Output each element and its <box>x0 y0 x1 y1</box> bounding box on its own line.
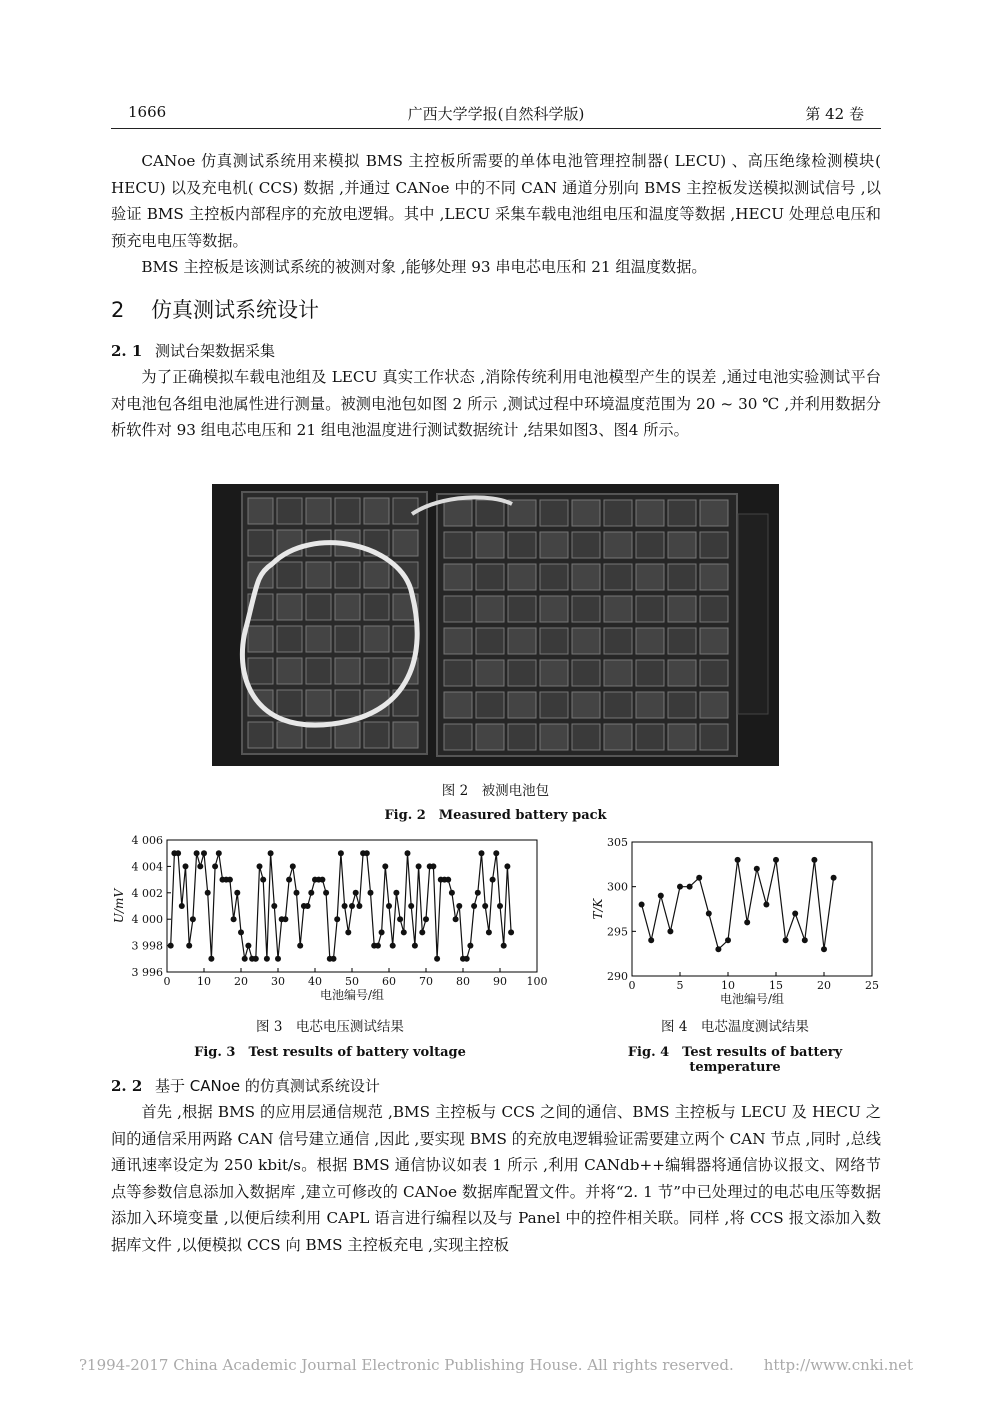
data-point <box>639 902 645 908</box>
battery-cell <box>700 660 728 686</box>
fig3-caption-en: Fig. 3 Test results of battery voltage <box>194 1045 466 1060</box>
data-point <box>257 863 263 869</box>
data-point <box>482 903 488 909</box>
data-point <box>331 956 337 962</box>
battery-cell <box>572 500 600 526</box>
data-point <box>464 956 470 962</box>
battery-cell <box>636 660 664 686</box>
battery-cell <box>364 498 389 524</box>
battery-cell <box>364 594 389 620</box>
battery-cell <box>277 562 302 588</box>
data-point <box>212 863 218 869</box>
battery-cell <box>335 690 360 716</box>
data-point <box>811 857 817 863</box>
fig2-caption-cn: 图 2 被测电池包 <box>441 783 550 799</box>
battery-cell <box>572 596 600 622</box>
data-point <box>349 903 355 909</box>
volume-label: 第 42 卷 <box>805 105 864 123</box>
data-point <box>667 928 673 934</box>
data-point <box>342 903 348 909</box>
section-number: 2 <box>111 298 125 322</box>
data-point <box>282 916 288 922</box>
data-point <box>393 890 399 896</box>
battery-cell <box>476 724 504 750</box>
battery-cell <box>668 724 696 750</box>
y-tick-label: 4 006 <box>131 834 163 847</box>
subsection-number: 2. 1 <box>111 342 143 360</box>
data-point <box>260 877 266 883</box>
y-tick-label: 300 <box>607 880 628 894</box>
x-tick-label: 20 <box>817 979 831 992</box>
fig3-caption-cn: 图 3 电芯电压测试结果 <box>256 1019 404 1035</box>
data-point <box>696 875 702 881</box>
battery-cell <box>444 628 472 654</box>
data-point <box>242 956 248 962</box>
battery-cell <box>277 690 302 716</box>
battery-cell <box>444 692 472 718</box>
y-tick-label: 4 002 <box>131 886 163 900</box>
section-heading-2 <box>111 294 319 324</box>
battery-cell <box>248 722 273 748</box>
battery-cell <box>508 596 536 622</box>
battery-cell <box>248 658 273 684</box>
data-point <box>744 919 750 925</box>
data-point <box>353 890 359 896</box>
data-point <box>687 884 693 890</box>
y-tick-label: 305 <box>607 836 628 849</box>
battery-cell <box>335 658 360 684</box>
data-point <box>754 866 760 872</box>
data-point <box>497 903 503 909</box>
battery-cell <box>604 596 632 622</box>
data-point <box>501 943 507 949</box>
data-point <box>382 863 388 869</box>
data-point <box>356 903 362 909</box>
battery-cell <box>604 500 632 526</box>
data-point <box>493 850 499 856</box>
battery-cell <box>306 690 331 716</box>
data-point <box>175 850 181 856</box>
x-axis-label: 电池编号/组 <box>319 988 385 1002</box>
data-point <box>467 943 473 949</box>
data-point <box>504 863 510 869</box>
x-tick-label: 70 <box>419 975 433 988</box>
data-point <box>486 929 492 935</box>
battery-cell <box>248 530 273 556</box>
temperature-chart <box>590 830 885 1010</box>
data-point <box>725 937 731 943</box>
data-point <box>268 850 274 856</box>
data-point <box>264 956 270 962</box>
battery-cell <box>604 628 632 654</box>
data-point <box>186 943 192 949</box>
battery-cell <box>444 660 472 686</box>
battery-cell <box>306 498 331 524</box>
data-point <box>168 943 174 949</box>
battery-cell <box>306 594 331 620</box>
battery-cell <box>306 562 331 588</box>
data-point <box>345 929 351 935</box>
battery-cell <box>508 692 536 718</box>
x-axis-label: 电池编号/组 <box>719 992 785 1006</box>
battery-cell <box>636 628 664 654</box>
battery-cell <box>636 564 664 590</box>
x-tick-label: 10 <box>721 979 735 992</box>
data-point <box>390 943 396 949</box>
battery-cell <box>335 562 360 588</box>
subsection-title: 测试台架数据采集 <box>155 342 276 360</box>
data-point <box>286 877 292 883</box>
battery-cell <box>540 564 568 590</box>
x-tick-label: 5 <box>676 979 684 992</box>
data-point <box>802 937 808 943</box>
battery-cell <box>306 658 331 684</box>
x-tick-label: 30 <box>271 975 285 988</box>
battery-cell <box>476 500 504 526</box>
battery-cell <box>393 530 418 556</box>
battery-cell <box>636 596 664 622</box>
y-tick-label: 3 996 <box>131 966 163 979</box>
battery-cell <box>364 626 389 652</box>
battery-cell <box>248 498 273 524</box>
battery-cell <box>700 564 728 590</box>
data-point <box>456 903 462 909</box>
battery-cell <box>540 596 568 622</box>
data-point <box>375 943 381 949</box>
data-point <box>445 877 451 883</box>
section-title: 仿真测试系统设计 <box>151 298 319 322</box>
x-tick-label: 40 <box>308 975 322 988</box>
battery-cell <box>508 564 536 590</box>
battery-cell <box>540 500 568 526</box>
battery-cell <box>444 724 472 750</box>
data-point <box>208 956 214 962</box>
y-axis-label: U/mV <box>112 888 126 924</box>
battery-cell <box>364 722 389 748</box>
battery-cell <box>572 724 600 750</box>
data-point <box>416 863 422 869</box>
data-point <box>735 857 741 863</box>
battery-cell <box>668 500 696 526</box>
x-tick-label: 50 <box>345 975 359 988</box>
battery-cell <box>668 692 696 718</box>
battery-cell <box>444 596 472 622</box>
battery-cell <box>476 628 504 654</box>
data-point <box>290 863 296 869</box>
battery-cell <box>604 564 632 590</box>
battery-cell <box>335 594 360 620</box>
data-point <box>319 877 325 883</box>
paragraph-test-bench: 为了正确模拟车载电池组及 LECU 真实工作状态 ,消除传统利用电池模型产生的误差 ,通过电池实验测试平台对电池包各组电池属性进行测量。被测电池包如图 2 所示 ,测试过程中环境温度范围为 20 ~ 30 ℃ ,并利用数据分析软件对 93 组电芯电压和 21 组电池温度进行测试数据统计 ,结果如图3、图4 所示。 <box>111 368 881 439</box>
battery-cell <box>572 532 600 558</box>
data-point <box>783 937 789 943</box>
copyright-footer: ?1994-2017 China Academic Journal Electronic Publishing House. All rights reserved. http://www.cnki.net <box>78 1356 914 1374</box>
battery-cell <box>572 660 600 686</box>
data-point <box>305 903 311 909</box>
data-point <box>297 943 303 949</box>
battery-cell <box>444 564 472 590</box>
data-point <box>275 956 281 962</box>
battery-cell <box>364 562 389 588</box>
data-point <box>179 903 185 909</box>
y-tick-label: 3 998 <box>131 939 163 953</box>
data-point <box>231 916 237 922</box>
data-point <box>397 916 403 922</box>
y-tick-label: 295 <box>607 925 628 939</box>
x-tick-label: 90 <box>493 975 507 988</box>
x-tick-label: 20 <box>234 975 248 988</box>
header-rule <box>111 128 881 129</box>
data-point <box>227 877 233 883</box>
data-point <box>471 903 477 909</box>
battery-cell <box>636 500 664 526</box>
battery-cell <box>668 532 696 558</box>
data-point <box>253 956 259 962</box>
y-axis-label: T/K <box>591 898 605 920</box>
battery-cell <box>700 628 728 654</box>
battery-cell <box>700 692 728 718</box>
data-point <box>379 929 385 935</box>
subsection-heading-2-1 <box>111 340 275 361</box>
y-tick-label: 4 004 <box>131 860 163 874</box>
battery-cell <box>700 532 728 558</box>
data-point <box>821 946 827 952</box>
data-point <box>386 903 392 909</box>
fig4-caption-en: Fig. 4 Test results of battery temperature <box>627 1045 843 1075</box>
battery-cell <box>668 564 696 590</box>
data-point <box>323 890 329 896</box>
battery-cell <box>636 724 664 750</box>
battery-cell <box>636 532 664 558</box>
data-point <box>706 910 712 916</box>
battery-cell <box>306 626 331 652</box>
x-tick-label: 80 <box>456 975 470 988</box>
data-point <box>234 890 240 896</box>
data-point <box>449 890 455 896</box>
battery-cell <box>540 692 568 718</box>
data-point <box>201 850 207 856</box>
data-point <box>205 890 211 896</box>
data-point <box>792 910 798 916</box>
battery-cell <box>604 532 632 558</box>
battery-cell <box>393 722 418 748</box>
data-point <box>677 884 683 890</box>
battery-cell <box>540 660 568 686</box>
battery-pack-illustration <box>212 484 779 766</box>
paragraph-canoe-intro: CANoe 仿真测试系统用来模拟 BMS 主控板所需要的单体电池管理控制器( LECU) 、高压绝缘检测模块( HECU) 以及充电机( CCS) 数据 ,并通过 CANoe 中的不同 CAN 通道分别向 BMS 主控板发送模拟测试信号 ,以验证 BMS 主控板内部程序的充放电逻辑。其中 ,LECU 采集车载电池组电压和温度等数据 ,HECU 处理总电压和预充电电压等数据。 <box>111 152 881 250</box>
battery-cell <box>604 692 632 718</box>
battery-cell <box>364 658 389 684</box>
battery-cell <box>700 596 728 622</box>
x-tick-label: 25 <box>865 979 879 992</box>
page-number: 1666 <box>128 103 167 121</box>
data-point <box>773 857 779 863</box>
fig2-caption-en: Fig. 2 Measured battery pack <box>384 808 607 823</box>
battery-cell <box>572 628 600 654</box>
battery-cell <box>335 498 360 524</box>
y-tick-label: 4 000 <box>131 913 163 927</box>
battery-cell <box>604 724 632 750</box>
battery-cell <box>508 660 536 686</box>
data-point <box>405 850 411 856</box>
battery-cell <box>636 692 664 718</box>
battery-cell <box>508 532 536 558</box>
plot-frame <box>632 842 872 976</box>
data-point <box>715 946 721 952</box>
data-point <box>490 877 496 883</box>
battery-cell <box>277 498 302 524</box>
data-point <box>245 943 251 949</box>
data-point <box>194 850 200 856</box>
data-point <box>401 929 407 935</box>
subsection-number: 2. 2 <box>111 1077 143 1095</box>
data-point <box>412 943 418 949</box>
x-tick-label: 0 <box>628 979 636 992</box>
data-point <box>408 903 414 909</box>
data-point <box>308 890 314 896</box>
battery-cell <box>277 594 302 620</box>
paragraph-bms-target: BMS 主控板是该测试系统的被测对象 ,能够处理 93 串电芯电压和 21 组温度数据。 <box>141 258 707 276</box>
data-point <box>294 890 300 896</box>
data-point <box>197 863 203 869</box>
data-point <box>216 850 222 856</box>
data-point <box>364 850 370 856</box>
battery-cell <box>277 658 302 684</box>
subsection-heading-2-2 <box>111 1075 380 1096</box>
battery-pack-photo <box>212 484 779 766</box>
battery-cell <box>668 628 696 654</box>
data-point <box>183 863 189 869</box>
data-point <box>763 902 769 908</box>
data-point <box>190 916 196 922</box>
battery-cell <box>476 532 504 558</box>
data-point <box>338 850 344 856</box>
data-point <box>658 893 664 899</box>
x-tick-label: 100 <box>526 975 548 988</box>
data-point <box>648 937 654 943</box>
data-point <box>423 916 429 922</box>
battery-cell <box>668 596 696 622</box>
data-point <box>238 929 244 935</box>
battery-cell <box>476 564 504 590</box>
battery-cell <box>508 628 536 654</box>
battery-cell <box>476 596 504 622</box>
voltage-chart <box>110 830 550 1010</box>
data-point <box>368 890 374 896</box>
battery-cell <box>668 660 696 686</box>
paragraph-canoe-design: 首先 ,根据 BMS 的应用层通信规范 ,BMS 主控板与 CCS 之间的通信、BMS 主控板与 LECU 及 HECU 之间的通信采用两路 CAN 信号建立通信 ,因此 ,要实现 BMS 的充放电逻辑验证需要建立两个 CAN 节点 ,同时 ,总线通讯速率设定为 250 kbit/s。根据 BMS 通信协议如表 1 所示 ,利用 CANdb++编辑器将通信协议报文、网络节点等参数信息添加入数据库 ,建立可修改的 CANoe 数据库配置文件。并将“2. 1 节”中已处理过的电芯电压等数据添加入环境变量 ,以便后续利用 CAPL 语言进行编程以及与 Panel 中的控件相关联。同样 ,将 CCS 报文添加入数据库文件 ,以便模拟 CCS 向 BMS 主控板充电 ,实现主控板 <box>111 1103 881 1254</box>
data-point <box>334 916 340 922</box>
battery-cell <box>335 626 360 652</box>
data-point <box>479 850 485 856</box>
battery-cell <box>335 722 360 748</box>
y-tick-label: 290 <box>607 970 628 983</box>
battery-cell <box>540 628 568 654</box>
battery-cell <box>572 692 600 718</box>
battery-cell <box>540 724 568 750</box>
series-line <box>642 860 834 949</box>
x-tick-label: 15 <box>769 979 783 992</box>
battery-cell <box>476 660 504 686</box>
fig4-caption-cn: 图 4 电芯温度测试结果 <box>661 1019 809 1035</box>
x-tick-label: 0 <box>163 975 171 988</box>
battery-cell <box>572 564 600 590</box>
data-point <box>419 929 425 935</box>
subsection-title: 基于 CANoe 的仿真测试系统设计 <box>155 1077 380 1095</box>
battery-cell <box>540 532 568 558</box>
battery-cell <box>444 532 472 558</box>
battery-cell <box>508 500 536 526</box>
battery-cell <box>604 660 632 686</box>
data-point <box>453 916 459 922</box>
battery-cell <box>444 500 472 526</box>
data-point <box>271 903 277 909</box>
battery-cell <box>277 626 302 652</box>
x-tick-label: 60 <box>382 975 396 988</box>
data-point <box>430 863 436 869</box>
data-point <box>434 956 440 962</box>
battery-cell <box>508 724 536 750</box>
battery-cell <box>700 724 728 750</box>
battery-cell <box>248 626 273 652</box>
battery-cell <box>476 692 504 718</box>
data-point <box>831 875 837 881</box>
data-point <box>508 929 514 935</box>
x-tick-label: 10 <box>197 975 211 988</box>
battery-cell <box>700 500 728 526</box>
data-point <box>475 890 481 896</box>
journal-title: 广西大学学报(自然科学版) <box>407 105 585 123</box>
